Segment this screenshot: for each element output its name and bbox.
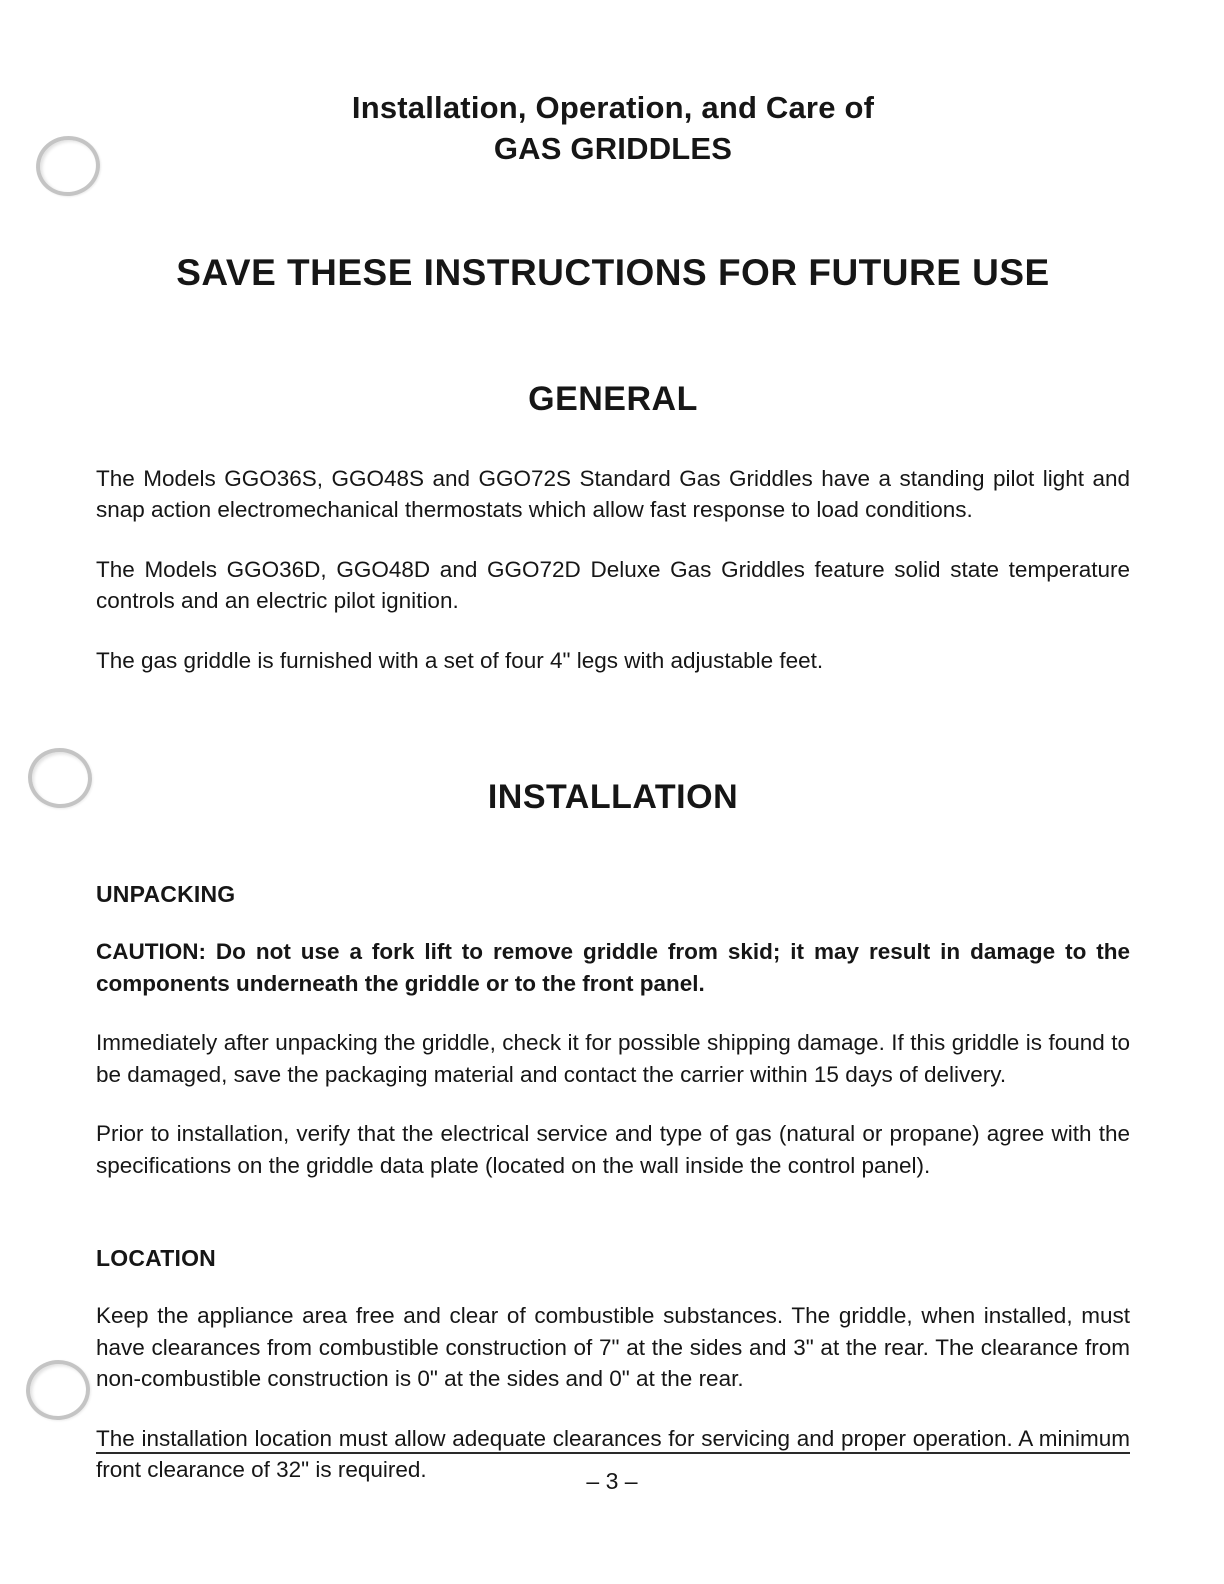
general-paragraph-3: The gas griddle is furnished with a set of four 4" legs with adjustable feet. (96, 647, 824, 673)
document-title-line1: Installation, Operation, and Care of (351, 90, 875, 125)
subheading-unpacking: UNPACKING (96, 881, 236, 908)
document-title (96, 88, 1130, 170)
caution-paragraph: CAUTION: Do not use a fork lift to remove griddle from skid; it may result in damage to the components underneath the griddle or to the front panel. (96, 939, 1130, 996)
location-paragraph-1: Keep the appliance area free and clear of combustible substances. The griddle, when installed, must have clearances from combustible construction of 7" at the sides and 3" at the rear. The clearance from non-combustible construction is 0" at the sides and 0" at the rear. (96, 1303, 1130, 1392)
hole-punch-icon (25, 745, 95, 811)
unpacking-paragraph-1: Immediately after unpacking the griddle, check it for possible shipping damage. If this griddle is found to be damaged, save the packaging material and contact the carrier within 15 days of delivery. (96, 1030, 1130, 1087)
hole-punch-icon (24, 1357, 93, 1422)
subheading-location: LOCATION (96, 1245, 216, 1272)
hole-punch-icon (32, 132, 104, 200)
location-paragraph-2: The installation location must allow adequate clearances for servicing and proper operation. A minimum front clearance of 32" is required. (96, 1425, 1130, 1483)
section-heading-installation: INSTALLATION (487, 778, 739, 817)
document-title-line2: GAS GRIDDLES (493, 130, 733, 166)
page-content (96, 0, 1130, 1486)
general-paragraph-2: The Models GGO36D, GGO48D and GGO72D Deluxe Gas Griddles feature solid state temperature controls and an electric pilot ignition. (96, 556, 1130, 614)
section-heading-general: GENERAL (528, 379, 698, 418)
footer-divider (96, 1452, 1130, 1454)
page-number: – 3 – (586, 1468, 638, 1494)
unpacking-paragraph-2: Prior to installation, verify that the electrical service and type of gas (natural or propane) agree with the specifications on the griddle data plate (located on the wall inside the control panel). (96, 1121, 1130, 1178)
general-paragraph-1: The Models GGO36S, GGO48S and GGO72S Standard Gas Griddles have a standing pilot light and snap action electromechanical thermostats which allow fast response to load conditions. (96, 465, 1130, 523)
save-instructions-banner: SAVE THESE INSTRUCTIONS FOR FUTURE USE (176, 251, 1050, 293)
